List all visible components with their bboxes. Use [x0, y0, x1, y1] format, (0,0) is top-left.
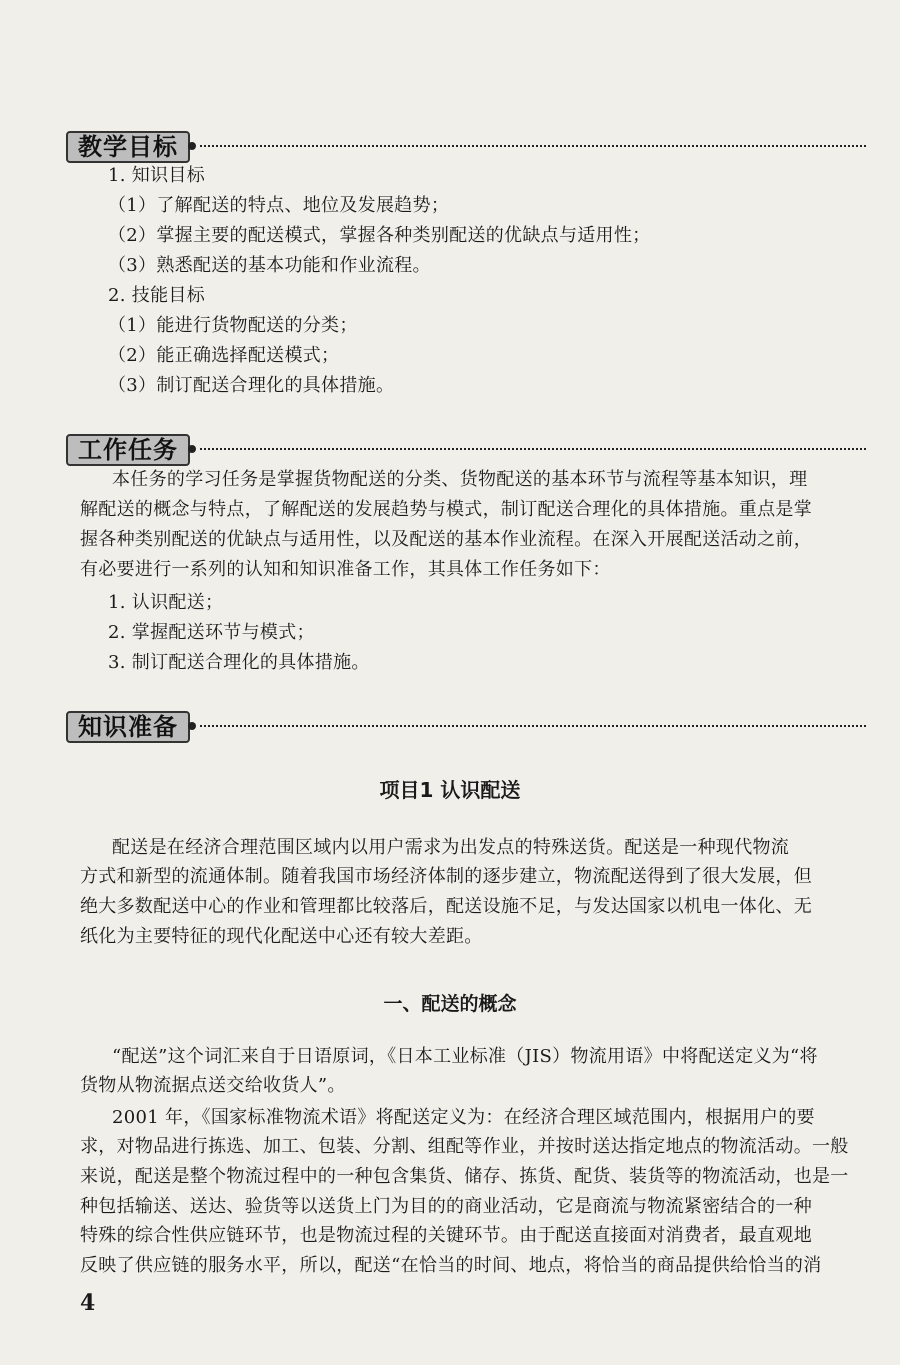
- goal-line: （3）制订配送合理化的具体措施。: [108, 375, 395, 396]
- goal-line: （3）熟悉配送的基本功能和作业流程。: [108, 255, 431, 276]
- intro-line: 绝大多数配送中心的作业和管理都比较落后，配送设施不足，与发达国家以机电一体化、无: [80, 896, 812, 917]
- dotted-rule: [200, 725, 866, 727]
- page-number: 4: [80, 1290, 96, 1316]
- project-title: 项目1 认识配送: [379, 778, 521, 802]
- intro-line: 纸化为主要特征的现代化配送中心还有较大差距。: [80, 926, 483, 947]
- goal-line: （2）掌握主要的配送模式，掌握各种类别配送的优缺点与适用性；: [108, 225, 651, 246]
- section-header-knowledge-prep: [66, 711, 866, 741]
- goal-line: （2）能正确选择配送模式；: [108, 345, 340, 366]
- concept-line: 货物从物流据点送交给收货人”。: [80, 1075, 346, 1096]
- section-header-teaching-goals: [66, 131, 866, 161]
- intro-line: 配送是在经济合理范围区域内以用户需求为出发点的特殊送货。配送是一种现代物流: [112, 837, 790, 858]
- task-line: 有必要进行一系列的认知和知识准备工作，其具体工作任务如下：: [80, 559, 611, 580]
- goal-line: 2. 技能目标: [108, 285, 205, 306]
- section-heading: 教学目标: [66, 131, 190, 163]
- concept-line: 2001 年，《国家标准物流术语》将配送定义为：在经济合理区域范围内，根据用户的要: [112, 1107, 815, 1128]
- task-line: 握各种类别配送的优缺点与适用性，以及配送的基本作业流程。在深入开展配送活动之前，: [80, 529, 812, 550]
- task-line: 2. 掌握配送环节与模式；: [108, 622, 315, 643]
- goal-line: 1. 知识目标: [108, 165, 205, 186]
- task-line: 本任务的学习任务是掌握货物配送的分类、货物配送的基本环节与流程等基本知识，理: [112, 469, 808, 490]
- subsection-title: 一、配送的概念: [383, 993, 517, 1015]
- dotted-rule: [200, 448, 866, 450]
- bullet-dot-icon: [188, 142, 196, 150]
- bullet-dot-icon: [188, 722, 196, 730]
- dotted-rule: [200, 145, 866, 147]
- concept-line: 反映了供应链的服务水平，所以，配送“在恰当的时间、地点，将恰当的商品提供给恰当的消: [80, 1255, 822, 1276]
- task-line: 1. 认识配送；: [108, 592, 224, 613]
- concept-line: 求，对物品进行拣选、加工、包装、分割、组配等作业，并按时送达指定地点的物流活动。一般: [80, 1136, 849, 1157]
- goal-line: （1）了解配送的特点、地位及发展趋势；: [108, 195, 450, 216]
- concept-line: 特殊的综合性供应链环节，也是物流过程的关键环节。由于配送直接面对消费者，最直观地: [80, 1225, 812, 1246]
- section-heading: 工作任务: [66, 434, 190, 466]
- task-line: 解配送的概念与特点，了解配送的发展趋势与模式，制订配送合理化的具体措施。重点是掌: [80, 499, 812, 520]
- intro-line: 方式和新型的流通体制。随着我国市场经济体制的逐步建立，物流配送得到了很大发展，但: [80, 866, 812, 887]
- goal-line: （1）能进行货物配送的分类；: [108, 315, 358, 336]
- task-line: 3. 制订配送合理化的具体措施。: [108, 652, 370, 673]
- concept-line: 来说，配送是整个物流过程中的一种包含集货、储存、拣货、配货、装货等的物流活动，也是一: [80, 1166, 849, 1187]
- section-header-work-task: [66, 434, 866, 464]
- concept-line: “配送”这个词汇来自于日语原词，《日本工业标准（JIS）物流用语》中将配送定义为“将: [112, 1046, 818, 1067]
- concept-line: 种包括输送、送达、验货等以送货上门为目的的商业活动，它是商流与物流紧密结合的一种: [80, 1196, 812, 1217]
- section-heading: 知识准备: [66, 711, 190, 743]
- bullet-dot-icon: [188, 445, 196, 453]
